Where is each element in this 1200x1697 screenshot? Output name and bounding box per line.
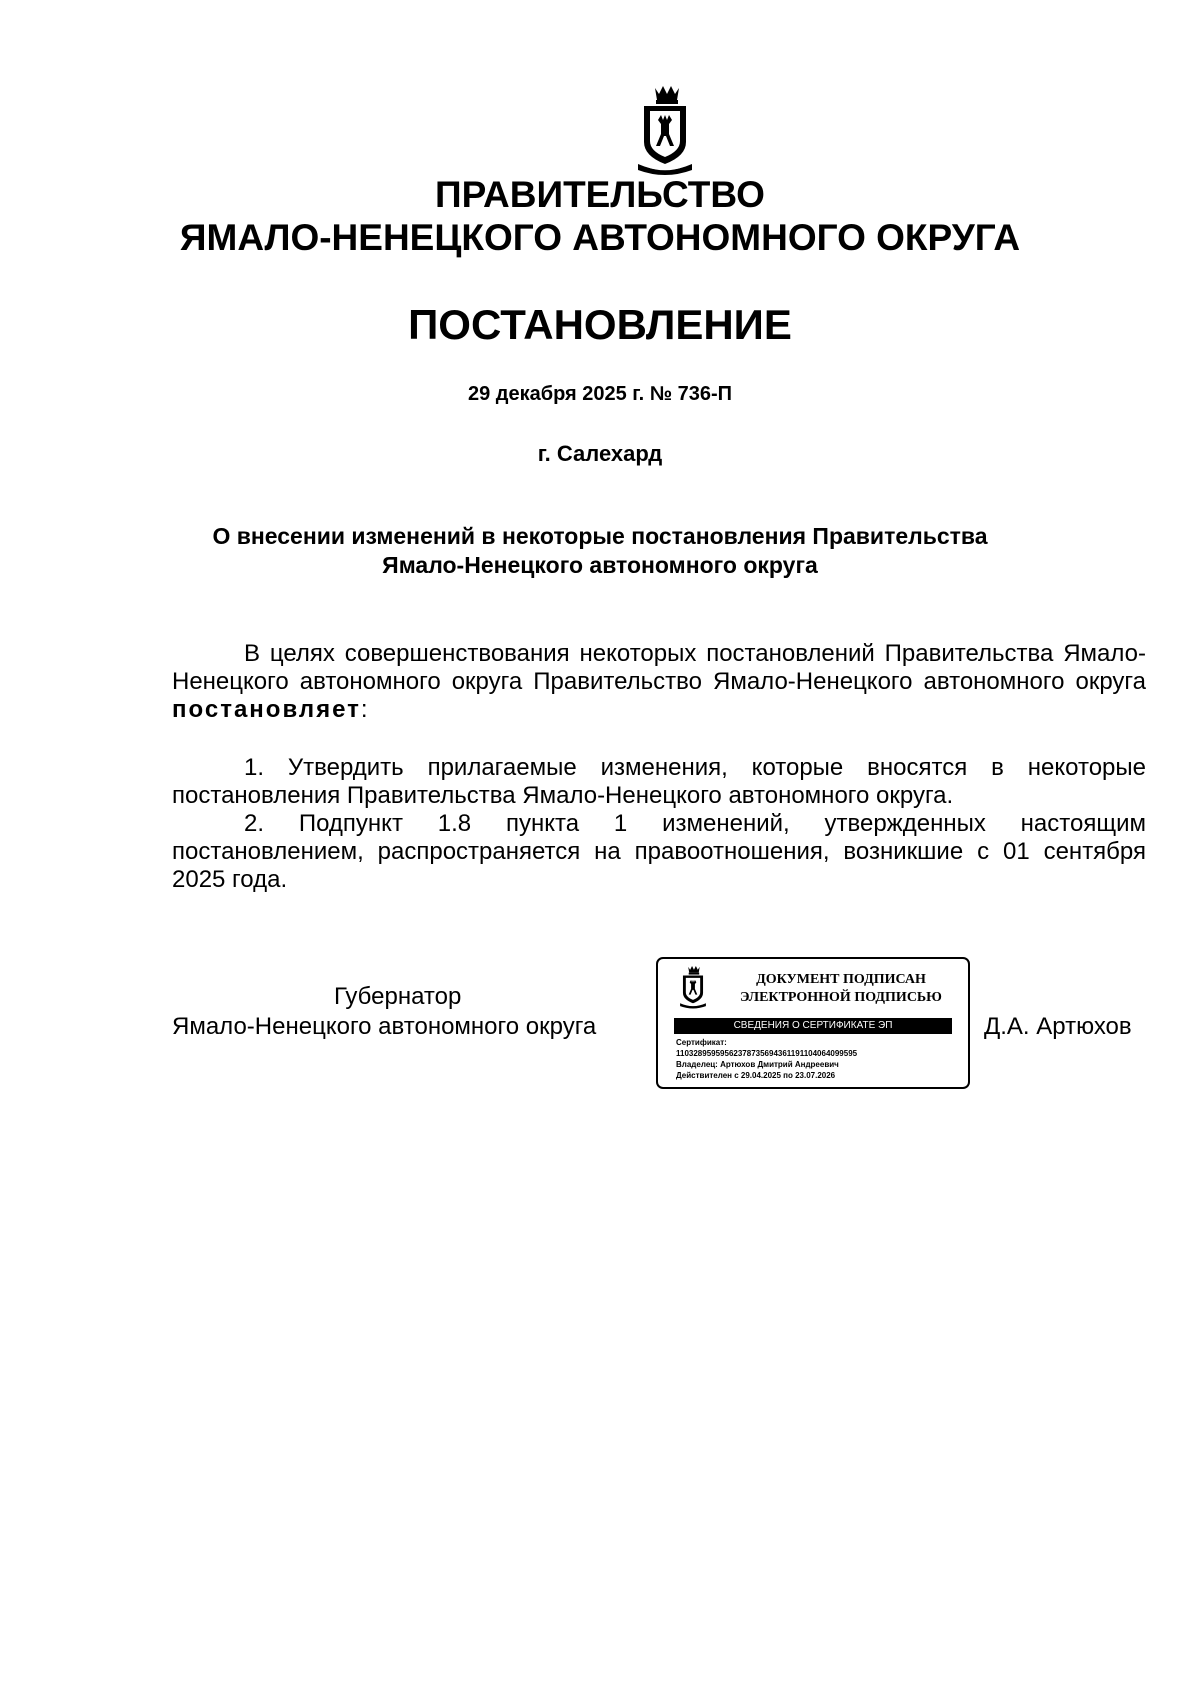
document-city: г. Салехард — [537, 441, 663, 466]
stamp-validity: Действителен с 29.04.2025 по 23.07.2026 — [676, 1071, 836, 1080]
stamp-title-line1: ДОКУМЕНТ ПОДПИСАН — [756, 972, 926, 987]
stamp-title-line2: ЭЛЕКТРОННОЙ ПОДПИСЬЮ — [740, 990, 942, 1005]
e-signature-stamp — [656, 957, 970, 1089]
government-title-line1: ПРАВИТЕЛЬСТВО — [435, 174, 765, 215]
subject-line2: Ямало-Ненецкого автономного округа — [382, 552, 818, 578]
intro-paragraph — [172, 640, 1146, 724]
intro-text: В целях совершенствования некоторых постановлений Правительства Ямало-Ненецкого автономного округа Правительство Ямало-Ненецкого автономного округа — [172, 640, 1146, 695]
stamp-certificate-details — [676, 1037, 966, 1081]
stamp-title — [718, 971, 964, 1007]
document-type: ПОСТАНОВЛЕНИЕ — [408, 301, 792, 348]
signatory-role — [172, 982, 642, 1042]
stamp-cert-number: 11032895959562378735694361191104064099595 — [676, 1049, 858, 1058]
intro-keyword: постановляет — [172, 696, 361, 723]
government-title-line2: ЯМАЛО-НЕНЕЦКОГО АВТОНОМНОГО ОКРУГА — [179, 217, 1021, 258]
coat-of-arms-icon — [636, 84, 694, 176]
stamp-certificate-bar: СВЕДЕНИЯ О СЕРТИФИКАТЕ ЭП — [674, 1018, 952, 1034]
signatory-role-line1: Губернатор — [334, 983, 462, 1010]
list-item: 2. Подпункт 1.8 пункта 1 изменений, утвержденных настоящим постановлением, распространяется на правоотношения, возникшие с 01 сентября 2025 года. — [172, 810, 1146, 893]
intro-end: : — [360, 696, 368, 723]
signatory-role-line2: Ямало-Ненецкого автономного округа — [172, 1013, 597, 1040]
document-date-number: 29 декабря 2025 г. № 736-П — [467, 383, 733, 405]
intro-section — [172, 640, 1146, 724]
stamp-owner: Владелец: Артюхов Дмитрий Андреевич — [676, 1060, 839, 1069]
items-section — [172, 754, 1146, 894]
list-item: 1. Утвердить прилагаемые изменения, которые вносятся в некоторые постановления Правительства Ямало-Ненецкого автономного округа. — [172, 754, 1146, 809]
signatory-name: Д.А. Артюхов — [984, 1013, 1132, 1040]
stamp-coat-of-arms-icon — [678, 965, 708, 1009]
stamp-cert-label: Сертификат: — [676, 1038, 727, 1047]
document-subject — [0, 522, 1200, 580]
subject-line1: О внесении изменений в некоторые постановления Правительства — [212, 523, 988, 549]
